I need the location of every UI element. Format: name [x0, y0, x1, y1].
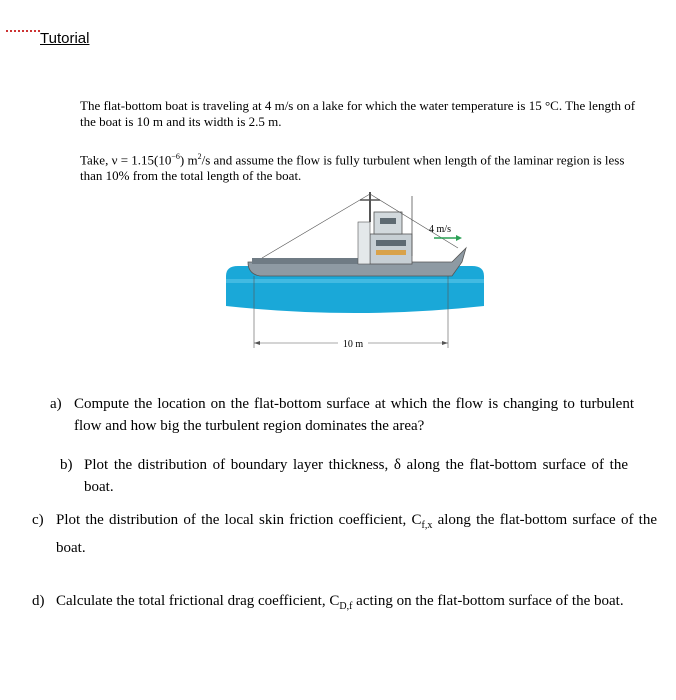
- boat-figure: [220, 186, 490, 356]
- question-a: a) Compute the location on the flat-bottom surface at which the flow is changing to turbulent flow and how big the turbulent region dominates the area?: [50, 396, 634, 434]
- question-b: b) Plot the distribution of boundary layer thickness, δ along the flat-bottom surface of the boat.: [60, 457, 628, 495]
- velocity-label: 4 m/s: [429, 224, 451, 235]
- boat-cabin: [370, 234, 412, 264]
- header-dots: [6, 30, 40, 32]
- question-d: d) Calculate the total frictional drag coefficient, $C_{D,f}$ acting on the flat-bottom surface of the boat.: [32, 593, 624, 612]
- problem-paragraph-1: The flat-bottom boat is traveling at 4 m/s on a lake for which the water temperature is 15 °C. The length of the boat is 10 m and its width is 2.5 m.: [80, 98, 636, 129]
- page-title: Tutorial: [40, 30, 90, 47]
- length-label: 10 m: [342, 339, 364, 350]
- question-c: c) Plot the distribution of the local skin friction coefficient, $C_{f,x}$ along the flat-bottom surface of the boat.: [32, 512, 657, 556]
- problem-paragraph-2: Take, $\nu = 1.15(10^{-6})$ $m^2/s$ and assume the flow is fully turbulent when length of the laminar region is less than 10% from the total length of the boat.: [80, 152, 625, 184]
